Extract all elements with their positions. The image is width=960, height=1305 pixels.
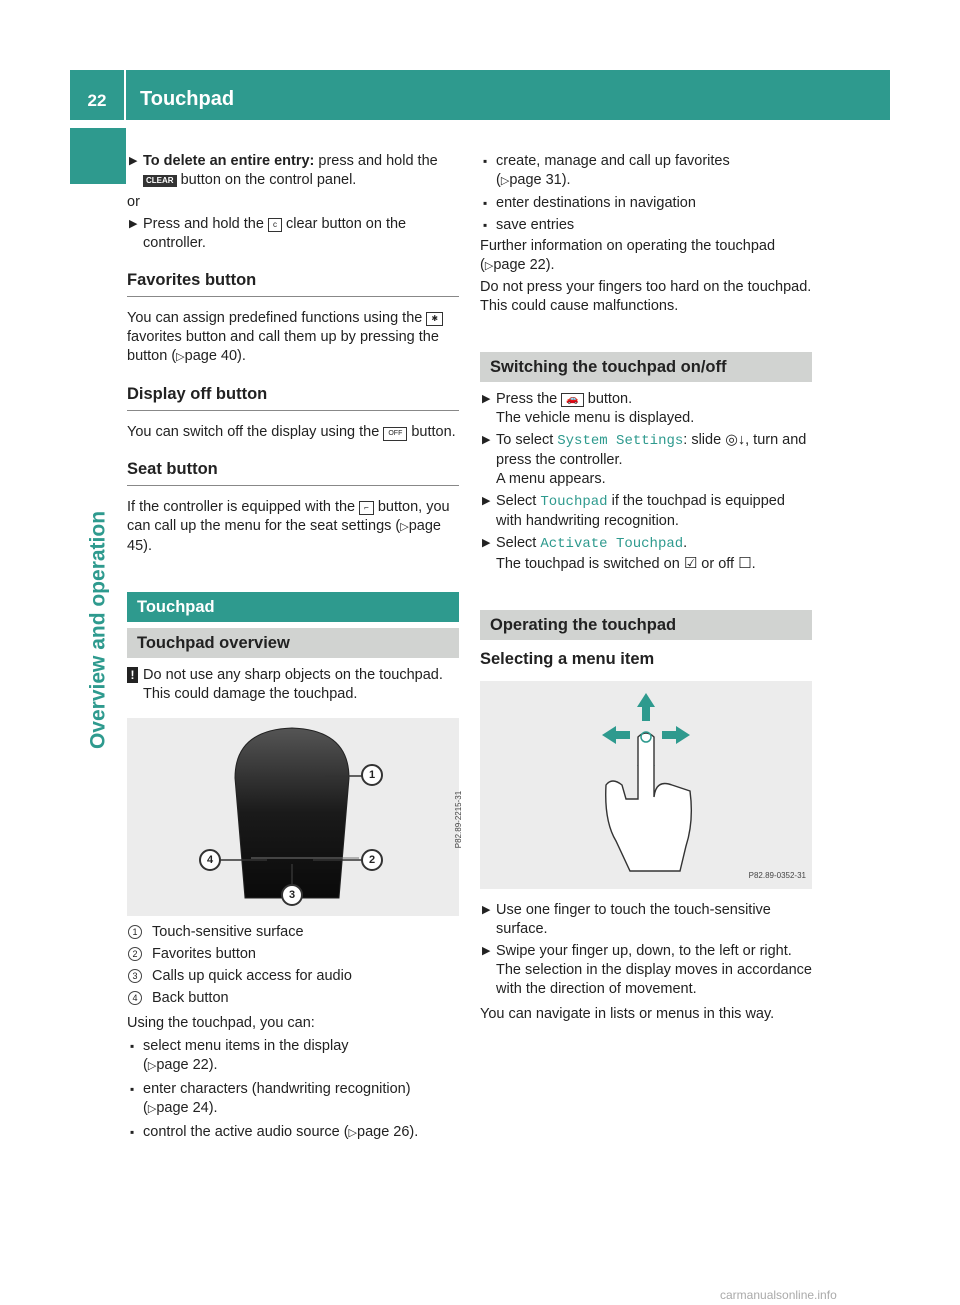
list-item: ▪ save entries — [483, 217, 575, 233]
step-arrow-icon: ▶ — [482, 945, 491, 957]
step-arrow-icon: ▶ — [482, 434, 491, 446]
seat-text: If the controller is equipped with the ⌐ button, you can call up the menu for the seat settings (▷page 45). — [127, 499, 450, 554]
step-press-vehicle: ▶ Press the 🚗 button. The vehicle menu is displayed. — [482, 391, 695, 426]
right-column — [480, 152, 812, 1024]
list-item: ▪ enter characters (handwriting recognition) (▷page 24). — [130, 1081, 411, 1116]
step-swipe: ▶ Swipe your finger up, down, to the left or right. The selection in the display moves in accordance with the direction of movement. — [482, 943, 812, 997]
using-list — [127, 1037, 459, 1143]
page-ref-icon: ▷ — [176, 351, 185, 363]
legend-list — [127, 923, 459, 1008]
callout-4: 4 — [199, 849, 221, 871]
page-ref-icon: ▷ — [348, 1127, 357, 1139]
callout-3: 3 — [281, 884, 303, 906]
page-ref-icon: ▷ — [147, 1103, 157, 1115]
page-ref-icon: ▷ — [484, 260, 494, 272]
step-touch-surface: ▶ Use one finger to touch the touch-sensitive surface. — [482, 902, 771, 937]
bullet-icon: ▪ — [130, 1082, 135, 1096]
favorites-heading: Favorites button — [127, 271, 459, 297]
left-column — [127, 152, 463, 1143]
figure-code: P82.89-0352-31 — [748, 871, 806, 880]
swipe-gesture-illustration — [480, 681, 812, 889]
step-arrow-icon: ▶ — [482, 537, 491, 549]
seat-heading: Seat button — [127, 460, 459, 486]
callout-2: 2 — [361, 849, 383, 871]
page-number: 22 — [70, 70, 126, 120]
step-system-settings: ▶ To select System Settings: slide ◎↓, turn and press the controller. A menu appears. — [482, 432, 807, 487]
swipe-figure — [480, 681, 812, 889]
controller-slide-icon: ◎↓ — [725, 432, 746, 448]
operating-band: Operating the touchpad — [480, 610, 812, 640]
vehicle-car-icon: 🚗 — [561, 393, 583, 407]
step-arrow-icon: ▶ — [482, 904, 491, 916]
touchpad-overview-band: Touchpad overview — [127, 628, 459, 658]
touchpad-section-band: Touchpad — [127, 592, 459, 622]
step-arrow-icon: ▶ — [482, 495, 491, 507]
further-info: Further information on operating the touchpad (▷page 22). — [480, 238, 776, 273]
bullet-icon: ▪ — [483, 154, 488, 168]
clear-key-icon: CLEAR — [143, 175, 177, 187]
menu-activate-touchpad: Activate Touchpad — [540, 536, 684, 552]
or-text: or — [127, 194, 140, 210]
legend-item: 1 Touch-sensitive surface — [127, 923, 459, 942]
seat-icon: ⌐ — [359, 501, 374, 515]
checkbox-empty-icon: ☐ — [738, 555, 752, 572]
page-ref-icon: ▷ — [400, 521, 409, 533]
side-section-title: Overview and operation — [86, 510, 110, 750]
figure-code: P82.89-2215-31 — [453, 790, 463, 849]
using-intro: Using the touchpad, you can: — [127, 1015, 315, 1031]
favorites-text: You can assign predefined functions using the ✱ favorites button and call them up by pressing the button (▷page 40). — [127, 309, 459, 367]
clear-button-icon: c — [268, 218, 282, 232]
legend-item: 2 Favorites button — [127, 945, 459, 964]
navigate-note: You can navigate in lists or menus in this way. — [480, 1006, 775, 1022]
warning-note: ! Do not use any sharp objects on the touchpad. This could damage the touchpad. — [127, 666, 459, 704]
list-item: ▪ select menu items in the display (▷page 22). — [130, 1038, 349, 1073]
menu-system-settings: System Settings — [557, 433, 684, 449]
display-off-icon: OFF — [383, 427, 407, 441]
footer-watermark: carmanualsonline.info — [720, 1288, 837, 1302]
list-item: ▪ control the active audio source (▷page 26). — [130, 1124, 419, 1140]
switching-band: Switching the touchpad on/off — [480, 352, 812, 382]
display-off-text: You can switch off the display using the OFF button. — [127, 424, 456, 440]
step-select-touchpad: ▶ Select Touchpad if the touchpad is equipped with handwriting recognition. — [482, 493, 785, 529]
favorites-star-icon: ✱ — [426, 312, 443, 326]
bullet-icon: ▪ — [130, 1125, 135, 1139]
list-item: ▪ create, manage and call up favorites (▷page 31). — [483, 153, 730, 188]
step-arrow-icon: ▶ — [129, 218, 138, 230]
touchpad-figure — [127, 718, 463, 916]
step-arrow-icon: ▶ — [482, 393, 491, 405]
page-ref-icon: ▷ — [147, 1060, 157, 1072]
callout-1: 1 — [361, 764, 383, 786]
legend-item: 3 Calls up quick access for audio — [127, 967, 459, 986]
menu-touchpad: Touchpad — [540, 494, 608, 510]
page-title: Touchpad — [140, 87, 235, 110]
pressure-note: Do not press your fingers too hard on the touchpad. This could cause malfunctions. — [480, 279, 812, 314]
page-ref-icon: ▷ — [500, 175, 510, 187]
selecting-heading: Selecting a menu item — [480, 650, 655, 668]
step-activate-touchpad: ▶ Select Activate Touchpad. The touchpad is switched on ☑ or off ☐. — [482, 535, 756, 572]
bullet-icon: ▪ — [130, 1039, 135, 1053]
bullet-icon: ▪ — [483, 218, 488, 232]
display-off-heading: Display off button — [127, 385, 459, 411]
warning-icon: ! — [127, 667, 138, 683]
bullet-icon: ▪ — [483, 196, 488, 210]
step-press-hold: ▶ Press and hold the c clear button on the controller. — [129, 216, 407, 251]
side-marker — [70, 128, 126, 184]
step-arrow-icon: ▶ — [129, 155, 138, 167]
checkbox-checked-icon: ☑ — [683, 555, 698, 572]
list-item: ▪ enter destinations in navigation — [483, 195, 696, 211]
step-delete-entry: ▶ To delete an entire entry: press and hold the CLEAR button on the control panel. — [129, 153, 438, 188]
legend-item: 4 Back button — [127, 989, 459, 1008]
